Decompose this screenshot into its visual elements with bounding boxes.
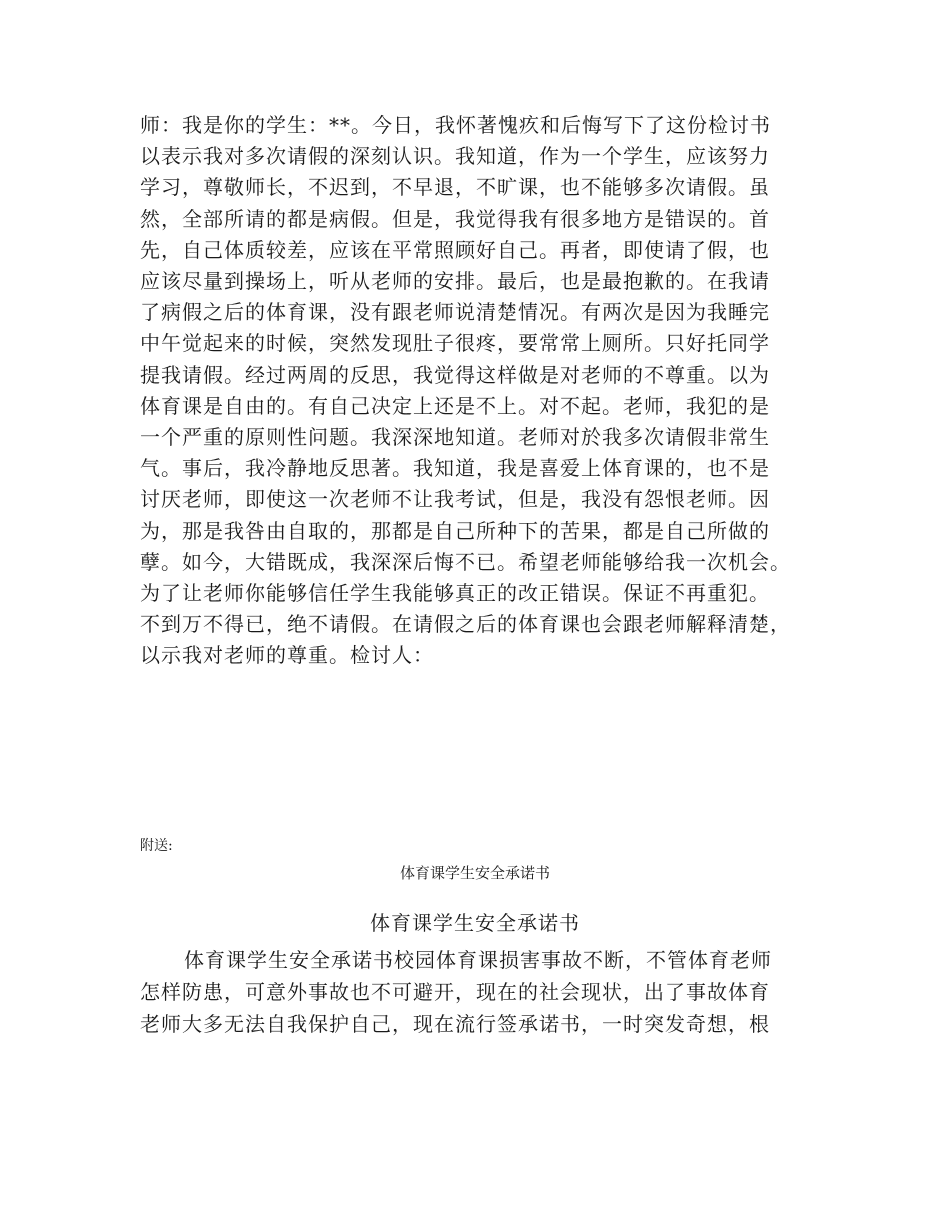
letter-line: 以示我对老师的尊重。检讨人： xyxy=(140,643,434,668)
letter-line: 然，全部所请的都是病假。但是，我觉得我有很多地方是错误的。首 xyxy=(140,206,770,231)
letter-line: 为，那是我咎由自取的，那都是自己所种下的苦果，都是自己所做的 xyxy=(140,518,770,543)
letter-line: 先，自己体质较差，应该在平常照顾好自己。再者，即使请了假，也 xyxy=(140,237,770,262)
letter-line: 孽。如今，大错既成，我深深后悔不已。希望老师能够给我一次机会。 xyxy=(140,549,791,574)
pledge-line: 体育课学生安全承诺书校园体育课损害事故不断，不管体育老师 xyxy=(184,948,772,972)
letter-line: 体育课是自由的。有自己决定上还是不上。对不起。老师，我犯的是 xyxy=(140,393,770,418)
letter-line: 一个严重的原则性问题。我深深地知道。老师对於我多次请假非常生 xyxy=(140,425,770,450)
letter-line: 应该尽量到操场上，听从老师的安排。最后，也是最抱歉的。在我请 xyxy=(140,269,770,294)
letter-line: 师：我是你的学生：**。今日，我怀著愧疚和后悔写下了这份检讨书 xyxy=(140,113,771,137)
letter-line: 讨厌老师，即使这一次老师不让我考试，但是，我没有怨恨老师。因 xyxy=(140,487,770,512)
letter-line: 了病假之后的体育课，没有跟老师说清楚情况。有两次是因为我睡完 xyxy=(140,300,770,325)
appendix-main-title: 体育课学生安全承诺书 xyxy=(370,911,580,935)
letter-line: 为了让老师你能够信任学生我能够真正的改正错误。保证不再重犯。 xyxy=(140,581,770,606)
letter-line: 不到万不得已，绝不请假。在请假之后的体育课也会跟老师解释清楚， xyxy=(140,612,791,637)
pledge-line: 怎样防患，可意外事故也不可避开，现在的社会现状，出了事故体育 xyxy=(140,980,770,1004)
letter-line: 学习，尊敬师长，不迟到，不早退，不旷课，也不能够多次请假。虽 xyxy=(140,175,770,200)
appendix-small-title: 体育课学生安全承诺书 xyxy=(399,864,550,882)
letter-line: 中午觉起来的时候，突然发现肚子很疼，要常常上厕所。只好托同学 xyxy=(140,331,770,356)
self-criticism-letter xyxy=(140,110,820,672)
letter-line: 提我请假。经过两周的反思，我觉得这样做是对老师的不尊重。以为 xyxy=(140,362,770,387)
appendix-label: 附送: xyxy=(140,838,173,854)
letter-line: 以表示我对多次请假的深刻认识。我知道，作为一个学生，应该努力 xyxy=(140,144,770,169)
pledge-line: 老师大多无法自我保护自己，现在流行签承诺书，一时突发奇想，根 xyxy=(140,1012,770,1036)
safety-pledge-text xyxy=(140,944,820,1040)
letter-line: 气。事后，我冷静地反思著。我知道，我是喜爱上体育课的，也不是 xyxy=(140,456,770,481)
